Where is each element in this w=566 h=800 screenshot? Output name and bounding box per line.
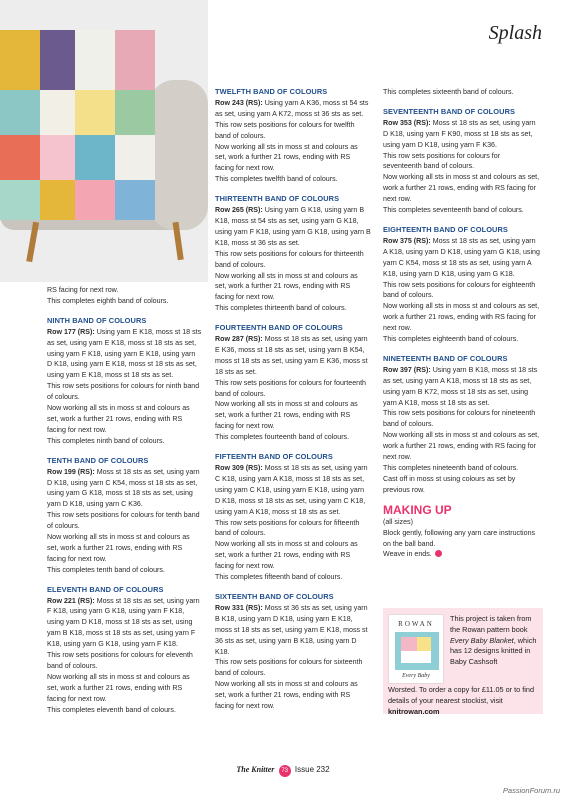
page-number: 73 xyxy=(279,765,291,777)
eighteenth-band-text: This row sets positions for colours for eighteenth band of colours. xyxy=(383,280,536,300)
blanket-photo xyxy=(0,0,208,282)
nineteenth-band-text: This completes nineteenth band of colours. xyxy=(383,464,519,472)
fourteenth-band-text: This completes fourteenth band of colours. xyxy=(215,433,350,442)
fourteenth-band-row xyxy=(215,334,371,378)
thirteenth-band-text: Now working all sts in moss st and colours as set, work a further 21 rows, ending with RS facing for next row. xyxy=(215,271,358,302)
row-label: Row 243 (RS): xyxy=(215,98,263,107)
sixteenth-band-text: This row sets positions for colours for sixteenth band of colours. xyxy=(215,658,363,678)
column-1 xyxy=(47,285,202,716)
end-mark-icon xyxy=(435,550,442,557)
nineteenth-band-text: Cast off in moss st using colours as set by previous row. xyxy=(383,474,516,494)
eleventh-band-heading: ELEVENTH BAND OF COLOURS xyxy=(47,584,164,594)
row-label: Row 375 (RS): xyxy=(383,236,431,245)
eleventh-band-text: This row sets positions for colours for eleventh band of colours. xyxy=(47,651,193,670)
row-label: Row 287 (RS): xyxy=(215,335,263,344)
column-3 xyxy=(383,87,540,560)
ninth-band-heading: NINTH BAND OF COLOURS xyxy=(47,315,147,325)
thirteenth-band-heading: THIRTEENTH BAND OF COLOURS xyxy=(215,194,340,204)
fifteenth-band-heading: FIFTEENTH BAND OF COLOURS xyxy=(215,452,333,462)
tenth-band-text: Now working all sts in moss st and colours as set, work a further 21 rows, ending with RS facing for next row. xyxy=(47,533,190,563)
making-up-heading: MAKING UP xyxy=(383,502,452,517)
seventeenth-band-row xyxy=(383,118,540,151)
thirteenth-band-row xyxy=(215,205,371,249)
eighteenth-band-row xyxy=(383,236,540,280)
row-instructions: Moss st 18 sts as set, using yarn A K18, using yarn D K18, using yarn G K18, using yarn C K54, moss st 18 sts as set, using yarn A K18, using yarn D K18, using yarn G K18. xyxy=(383,236,540,278)
promo-text-continued: Worsted. To order a copy for £11.05 or to find details of your nearest stockist, visit knitrowan.com xyxy=(388,685,535,716)
fifteenth-band-text: Now working all sts in moss st and colours as set, work a further 21 rows, ending with RS facing for next row. xyxy=(215,540,358,571)
making-up-text: Block gently, following any yarn care instructions on the ball band. xyxy=(383,528,536,548)
ninth-band-text: This completes ninth band of colours. xyxy=(47,436,165,445)
tenth-band-text: This row sets positions for colours for tenth band of colours. xyxy=(47,511,200,531)
magazine-name: The Knitter xyxy=(236,765,275,774)
row-instructions: Moss st 18 sts as set, using yarn D K18, using yarn C K54, moss st 18 sts as set, using yarn G K18, moss st 18 sts as set, using yarn D K18, using yarn C K36. xyxy=(47,467,200,509)
ninth-band-text: Now working all sts in moss st and colours as set, work a further 21 rows, ending with RS facing for next row. xyxy=(47,404,190,434)
row-instructions: Using yarn G K18, using yarn B K18, moss st 54 sts as set, using yarn G K18, using yarn F K18, using yarn G K18, using yarn B K18, moss st 36 sts as set. xyxy=(215,206,371,247)
making-up-weave: Weave in ends. xyxy=(383,549,540,560)
nineteenth-band-heading: NINETEENTH BAND OF COLOURS xyxy=(383,353,508,363)
book-title: Every Baby Blanket xyxy=(450,635,514,645)
seventeenth-band-text: Now working all sts in moss st and colours as set, work a further 21 rows, ending with RS facing for next row. xyxy=(383,173,540,204)
book-brand: ROWAN xyxy=(398,620,434,628)
eighteenth-band-text: Now working all sts in moss st and colours as set, work a further 21 rows, ending with RS facing for next row. xyxy=(383,302,540,333)
eleventh-band-row xyxy=(47,596,202,651)
row-label: Row 177 (RS): xyxy=(47,327,95,336)
row-instructions: Moss st 18 sts as set, using yarn E K36, moss st 18 sts as set, using yarn B K54, moss st 18 sts as set, using yarn E K36, moss st 18 sts as set. xyxy=(215,335,368,376)
row-instructions: Moss st 18 sts as set, using yarn F K18, using yarn G K18, using yarn F K18, using yarn D K18, moss st 18 sts as set, using yarn B K18, moss st 18 sts as set, using yarn F K18, using yarn G K18, using yarn F K18. xyxy=(47,596,200,649)
sixteenth-band-row xyxy=(215,603,371,658)
row-label: Row 265 (RS): xyxy=(215,206,263,215)
completion-line: This completes eighth band of colours. xyxy=(47,296,169,305)
row-instructions: Using yarn B K18, moss st 18 sts as set, using yarn A K18, moss st 18 sts as set, using yarn B K72, moss st 18 sts as set, using yarn A K18, moss st 18 sts as set. xyxy=(383,365,538,407)
row-instructions: Moss st 18 sts as set, using yarn D K18, using yarn F K90, moss st 18 sts as set, using yarn D K18, using yarn F K36. xyxy=(383,118,536,149)
row-instructions: Moss st 36 sts as set, using yarn B K18, using yarn D K18, using yarn E K18, moss st 18 sts as set, using yarn E K18, moss st 36 sts as set, using yarn B K18, using yarn D K18. xyxy=(215,603,368,656)
nineteenth-band-row xyxy=(383,365,540,409)
website-link[interactable]: knitrowan.com xyxy=(388,706,440,716)
promo-text: This project is taken from the Rowan pattern book Every Baby Blanket, which has 12 designs knitted in Baby Cashsoft xyxy=(450,614,537,667)
eighteenth-band-heading: EIGHTEENTH BAND OF COLOURS xyxy=(383,224,508,234)
twelfth-band-text: This completes twelfth band of colours. xyxy=(215,175,338,184)
cover-image xyxy=(395,632,439,670)
fifteenth-band-text: This completes fifteenth band of colours. xyxy=(215,573,343,582)
fifteenth-band-text: This row sets positions for colours for fifteenth band of colours. xyxy=(215,518,360,538)
fourteenth-band-heading: FOURTEENTH BAND OF COLOURS xyxy=(215,323,343,333)
row-label: Row 199 (RS): xyxy=(47,467,95,476)
row-instructions: Moss st 18 sts as set, using yarn C K18, using yarn A K18, moss st 18 sts as set, using yarn C K18, using yarn E K18, using yarn D K18, moss st 18 sts as set, using yarn C K18, using yarn A K18, moss st 18 sts as set. xyxy=(215,464,368,516)
twelfth-band-text: This row sets positions for colours for twelfth band of colours. xyxy=(215,120,355,140)
row-label: Row 397 (RS): xyxy=(383,365,431,374)
eleventh-band-text: Now working all sts in moss st and colours as set, work a further 21 rows, ending with RS facing for next row. xyxy=(47,672,190,703)
watermark: PassionForum.ru xyxy=(502,786,560,795)
row-label: Row 331 (RS): xyxy=(215,603,263,612)
page-footer xyxy=(0,765,566,777)
section-header: Splash xyxy=(488,22,542,44)
fourteenth-band-text: Now working all sts in moss st and colours as set, work a further 21 rows, ending with RS facing for next row. xyxy=(215,400,358,431)
twelfth-band-row xyxy=(215,98,371,120)
sixteenth-band-heading: SIXTEENTH BAND OF COLOURS xyxy=(215,591,334,601)
book-cover xyxy=(388,614,444,684)
continued-line: RS facing for next row. xyxy=(47,286,119,294)
eighteenth-band-text: This completes eighteenth band of colours. xyxy=(383,335,519,344)
ninth-band-text: This row sets positions for colours for ninth band of colours. xyxy=(47,382,200,402)
column-2 xyxy=(215,87,371,712)
eleventh-band-text: This completes eleventh band of colours. xyxy=(47,705,176,714)
nineteenth-band-text: This row sets positions for colours for nineteenth band of colours. xyxy=(383,409,536,429)
fifteenth-band-row xyxy=(215,463,371,518)
promo-box xyxy=(383,608,543,714)
sixteenth-band-text: Now working all sts in moss st and colours as set, work a further 21 rows, ending with RS facing for next row. xyxy=(215,680,358,711)
row-instructions: Using yarn A K36, moss st 54 sts as set, using yarn A K72, moss st 36 sts as set. xyxy=(215,98,369,118)
thirteenth-band-text: This completes thirteenth band of colours. xyxy=(215,304,347,313)
tenth-band-heading: TENTH BAND OF COLOURS xyxy=(47,455,149,465)
seventeenth-band-text: This completes seventeenth band of colours. xyxy=(383,206,524,215)
issue-number: Issue 232 xyxy=(294,765,330,774)
thirteenth-band-text: This row sets positions for colours for thirteenth band of colours. xyxy=(215,249,364,269)
completion-line: This completes sixteenth band of colours. xyxy=(383,88,514,96)
row-label: Row 309 (RS): xyxy=(215,464,263,472)
row-label: Row 353 (RS): xyxy=(383,118,431,127)
twelfth-band-text: Now working all sts in moss st and colours as set, work a further 21 rows, ending with RS facing for next row. xyxy=(215,142,358,173)
seventeenth-band-heading: SEVENTEENTH BAND OF COLOURS xyxy=(383,106,516,116)
ninth-band-row xyxy=(47,327,202,382)
tenth-band-row xyxy=(47,467,202,511)
tenth-band-text: This completes tenth band of colours. xyxy=(47,565,165,574)
book-caption: Every Baby xyxy=(402,673,430,679)
row-label: Row 221 (RS): xyxy=(47,596,95,605)
row-instructions: Using yarn E K18, moss st 18 sts as set, using yarn E K18, moss st 18 sts as set, using yarn F K18, using yarn E K18, using yarn D K18, using yarn E K18, moss st 18 sts as set, using yarn E K18, moss st 18 sts as set. xyxy=(47,327,202,380)
fourteenth-band-text: This row sets positions for colours for fourteenth band of colours. xyxy=(215,378,367,398)
nineteenth-band-text: Now working all sts in moss st and colours as set, work a further 21 rows, ending with RS facing for next row. xyxy=(383,431,540,462)
making-up-sizes: (all sizes) xyxy=(383,517,413,526)
twelfth-band-heading: TWELFTH BAND OF COLOURS xyxy=(215,87,328,96)
seventeenth-band-text: This row sets positions for colours for seventeenth band of colours. xyxy=(383,151,501,171)
